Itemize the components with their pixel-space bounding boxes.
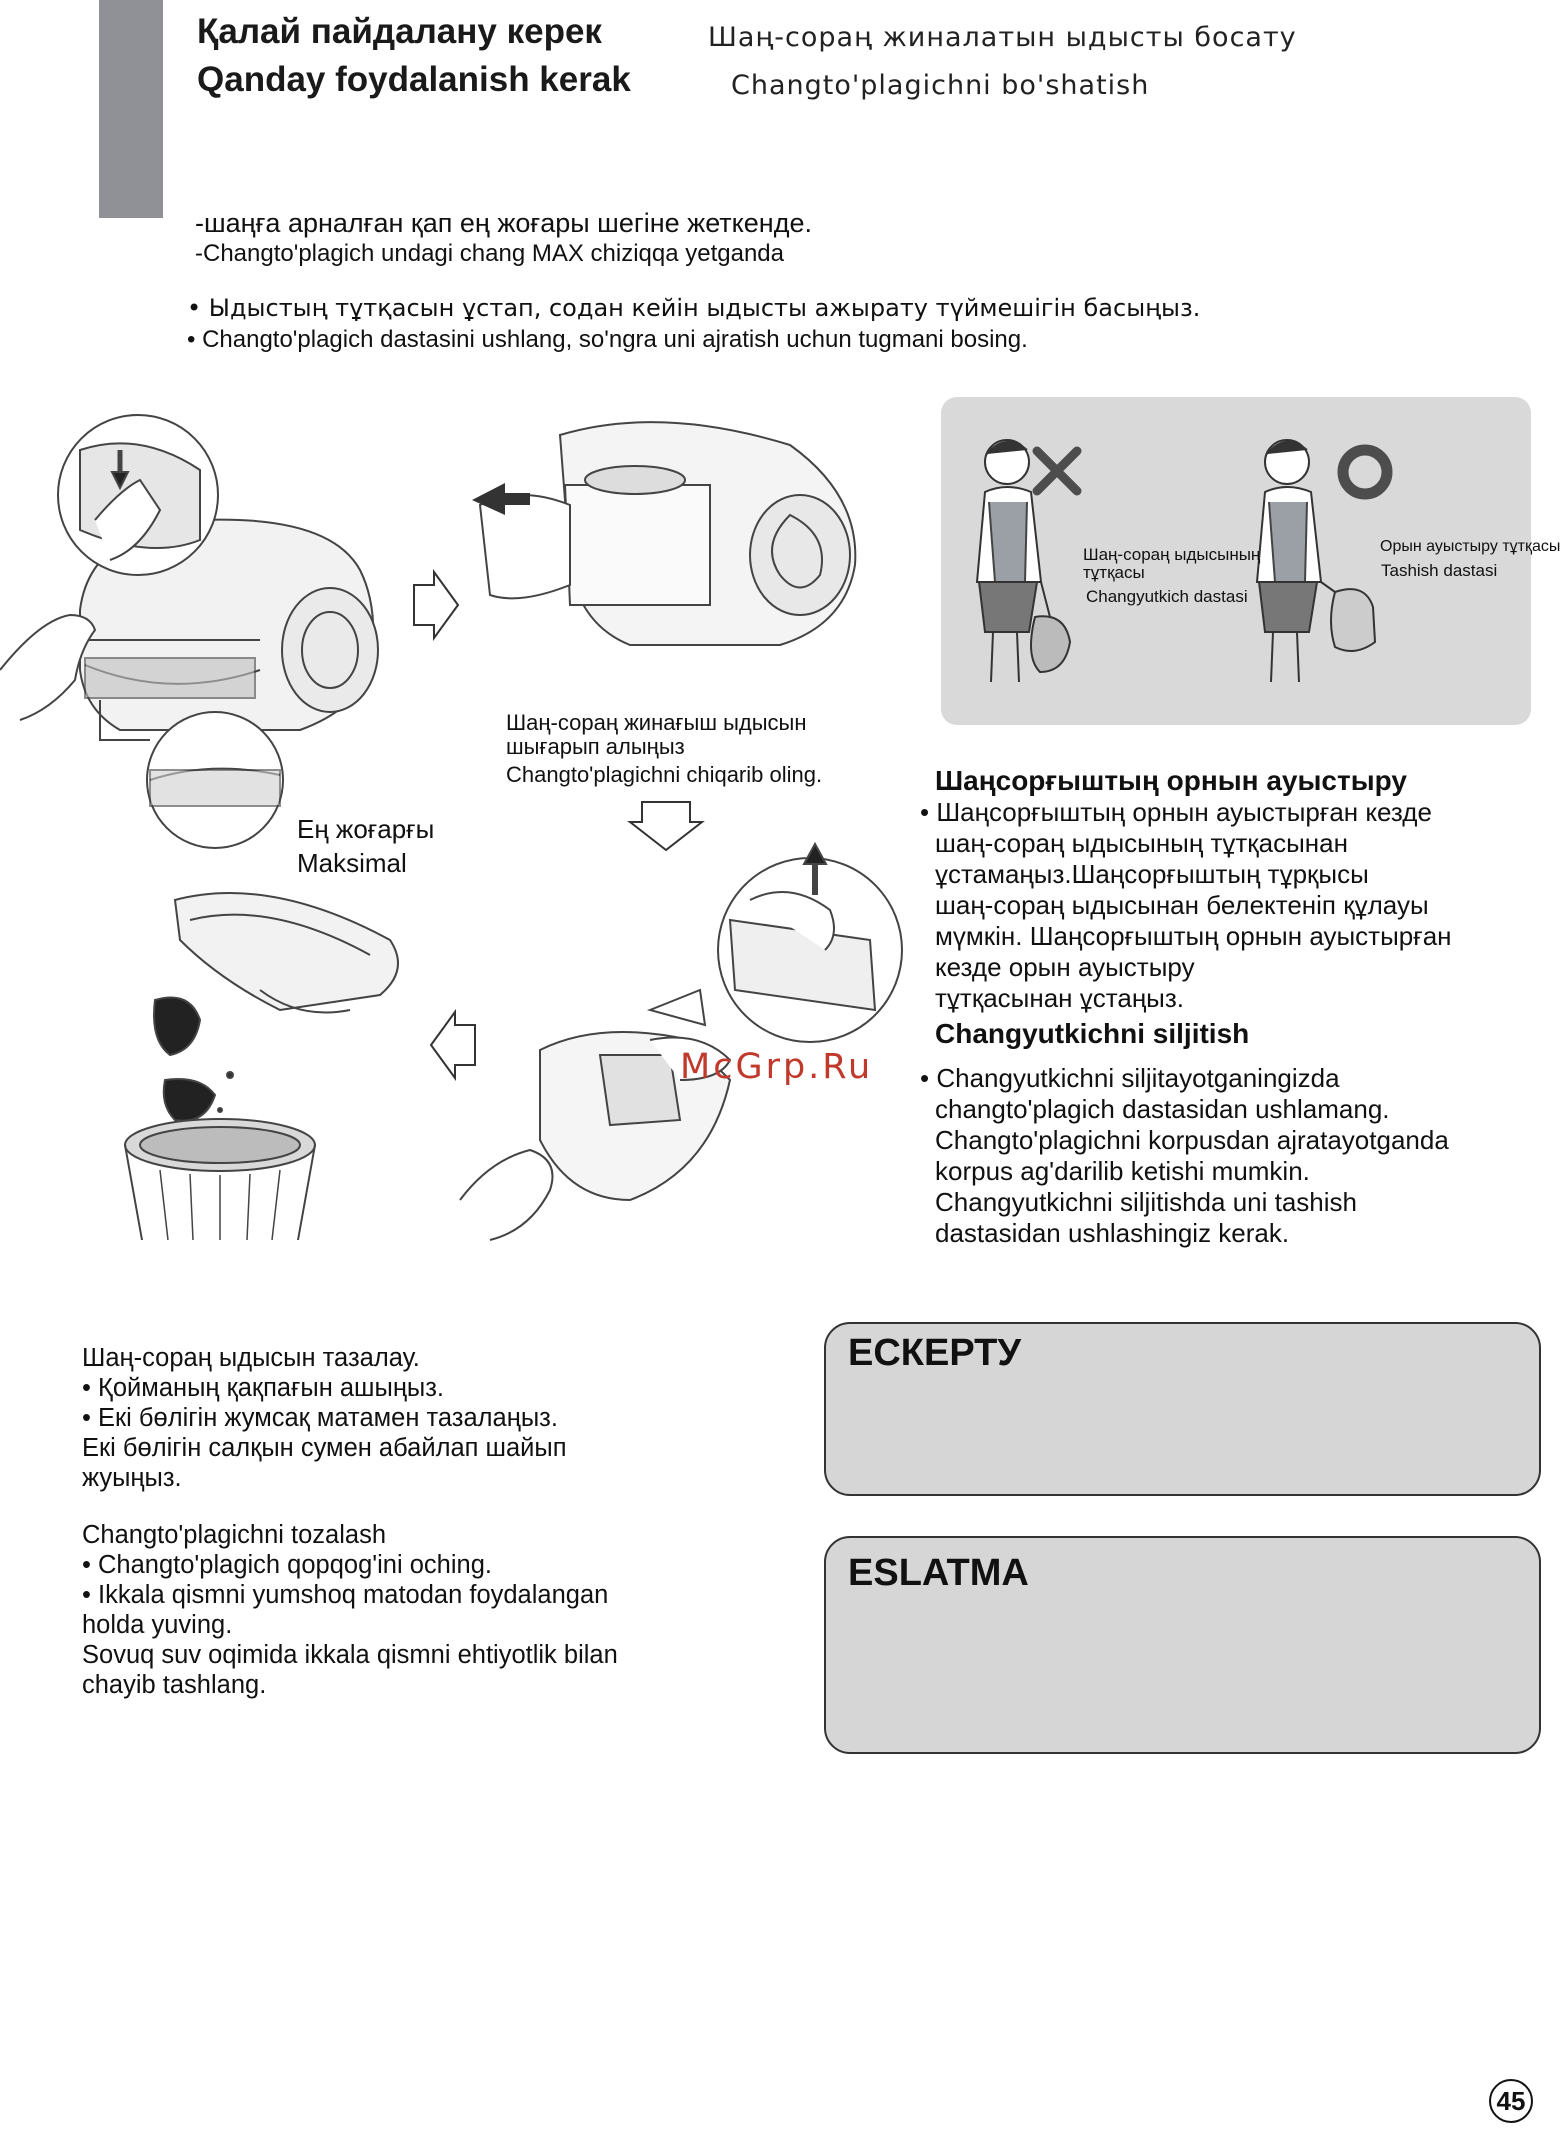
- intro-instruction-uz: • Changto'plagich dastasini ushlang, so'ngra uni ajratish uchun tugmani bosing.: [187, 326, 1028, 353]
- move-line-kk: тұтқасынан ұстаңыз.: [935, 983, 1185, 1013]
- page-title-kk: Қалай пайдалану керек: [197, 12, 602, 51]
- figure-press-release-button: [0, 410, 430, 880]
- move-heading-kk: Шаңсорғыштың орнын ауыстыру: [935, 765, 1407, 796]
- section-subtitle-uz: Changto'plagichni bo'shatish: [731, 70, 1150, 101]
- intro-condition-kk: -шаңға арналған қап ең жоғары шегіне жеткенде.: [195, 208, 812, 238]
- page-title-uz: Qanday foydalanish kerak: [197, 60, 631, 99]
- intro-condition-uz: -Changto'plagich undagi chang MAX chiziqqa yetganda: [195, 240, 784, 267]
- figure-open-container-lid: [430, 840, 890, 1240]
- move-line-kk: кезде орын ауыстыру: [935, 952, 1195, 982]
- cleaning-line-uz: • Ikkala qismni yumshoq matodan foydalangan: [82, 1581, 609, 1609]
- cleaning-line-uz: chayib tashlang.: [82, 1671, 267, 1699]
- move-line-uz: • Changyutkichni siljitayotganingizda: [920, 1063, 1340, 1093]
- move-line-kk: шаң-сораң ыдысының тұтқасынан: [935, 828, 1348, 858]
- step-arrow-right-icon: [412, 570, 462, 640]
- cleaning-text-kk: [82, 1343, 702, 1493]
- cleaning-line-uz: • Changto'plagich qopqog'ini oching.: [82, 1551, 492, 1579]
- move-line-kk: мүмкiн. Шаңсорғыштың орнын ауыстырған: [935, 921, 1452, 951]
- move-line-kk: шаң-сораң ыдысынан белектенiп құлауы: [935, 890, 1429, 920]
- wrong-handle-label-kk-1: Шаң-сораң ыдысының: [1083, 545, 1261, 564]
- figure-remove-container: [460, 405, 880, 695]
- move-line-kk: • Шаңсорғыштың орнын ауыстырған кезде: [920, 797, 1432, 827]
- remove-label-uz: Changto'plagichni chiqarib oling.: [506, 762, 823, 787]
- move-text-uz: [920, 1063, 1530, 1249]
- move-heading-uz: Changyutkichni siljitish: [935, 1018, 1250, 1049]
- max-label-kk: Ең жоғарғы: [297, 814, 435, 844]
- move-line-uz: Changyutkichni siljitishda uni tashish: [935, 1187, 1358, 1217]
- max-label-uz: Maksimal: [297, 848, 407, 878]
- page-number: 45: [1489, 2079, 1533, 2123]
- cleaning-line-kk: жуыңыз.: [82, 1464, 182, 1492]
- remove-label-kk-2: шығарып алыңыз: [506, 734, 685, 759]
- cleaning-line-kk: • Қойманың қақпағын ашыңыз.: [82, 1374, 445, 1402]
- note-title-uz: ESLATMA: [848, 1552, 1029, 1594]
- cleaning-line-uz: holda yuving.: [82, 1611, 233, 1639]
- cleaning-line-kk: • Екі бөлігін жумсақ матамен тазалаңыз.: [82, 1404, 558, 1432]
- cleaning-line-uz: Changto'plagichni tozalash: [82, 1521, 386, 1549]
- cleaning-line-kk: Екі бөлігін салқын сумен абайлап шайып: [82, 1434, 567, 1462]
- note-title-kk: ЕСКЕРТУ: [848, 1332, 1022, 1374]
- carry-handle-label-uz: Tashish dastasi: [1381, 561, 1498, 580]
- section-color-bar: [99, 0, 163, 218]
- move-line-uz: dastasidan ushlashingiz kerak.: [935, 1218, 1290, 1248]
- cleaning-line-uz: Sovuq suv oqimida ikkala qismni ehtiyotlik bilan: [82, 1641, 618, 1669]
- wrong-cross-icon: [1033, 447, 1081, 495]
- cleaning-line-kk: Шаң-сораң ыдысын тазалау.: [82, 1344, 420, 1372]
- wrong-handle-label-uz: Changyutkich dastasi: [1086, 587, 1248, 606]
- move-text-kk: [920, 797, 1530, 1014]
- figure-empty-into-bin: [80, 880, 420, 1240]
- cleaning-text-uz: [82, 1520, 722, 1700]
- intro-instruction-kk: • Ыдыстың тұтқасын ұстап, содан кейін ыдысты ажырату түймешігін басыңыз.: [187, 294, 1201, 322]
- move-line-uz: Changto'plagichni korpusdan ajratayotganda: [935, 1125, 1449, 1155]
- correct-circle-icon: [1336, 443, 1394, 501]
- remove-label-kk-1: Шаң-сораң жинағыш ыдысын: [506, 710, 807, 735]
- move-line-uz: korpus ag'darilib ketishi mumkin.: [935, 1156, 1310, 1186]
- note-box-kk: [824, 1322, 1541, 1496]
- note-box-uz: [824, 1536, 1541, 1754]
- carry-handle-label-kk: Орын ауыстыру тұтқасы: [1380, 538, 1560, 555]
- watermark: McGrp.Ru: [680, 1047, 874, 1087]
- move-line-uz: changto'plagich dastasidan ushlamang.: [935, 1094, 1390, 1124]
- move-line-kk: ұстамаңыз.Шаңсорғыштың тұрқысы: [935, 859, 1369, 889]
- wrong-handle-label-kk-2: тұтқасы: [1083, 563, 1145, 582]
- section-subtitle-kk: Шаң-сораң жиналатын ыдысты босату: [708, 22, 1297, 53]
